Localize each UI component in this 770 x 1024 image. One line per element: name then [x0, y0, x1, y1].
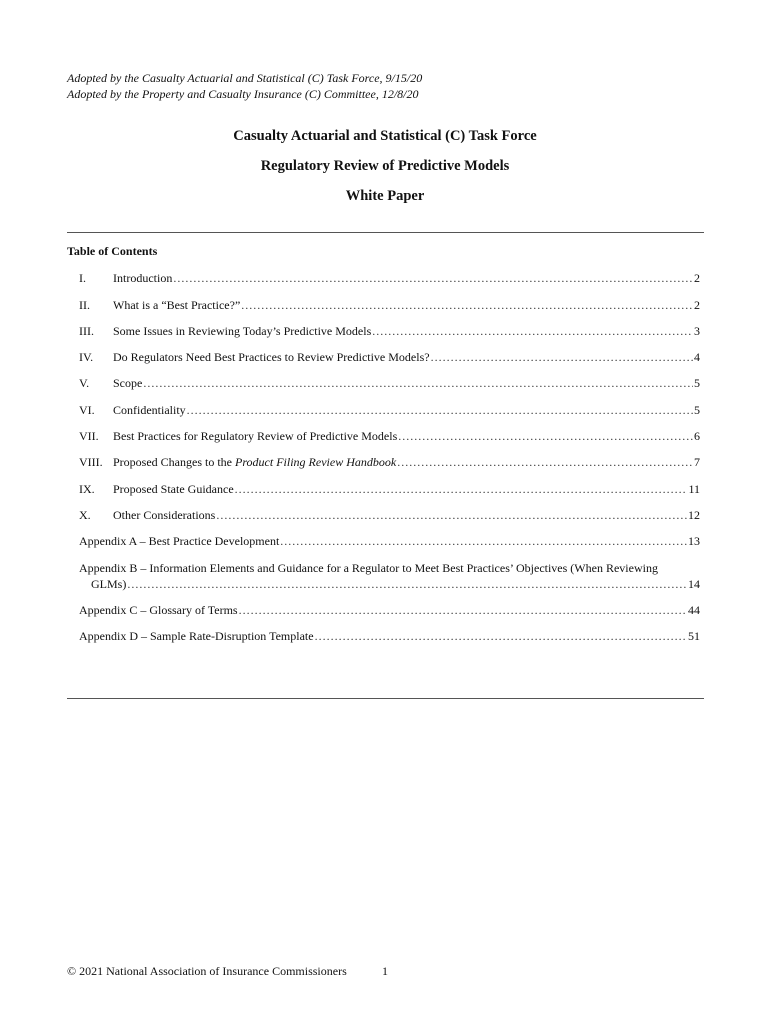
toc-entry-label: Some Issues in Reviewing Today’s Predictive Models: [113, 324, 372, 338]
toc-entry-number: III.: [79, 324, 94, 338]
dot-leader: [397, 454, 693, 470]
document-subtitle: Regulatory Review of Predictive Models: [260, 158, 510, 174]
toc-appendix-page: 51: [688, 629, 700, 643]
toc-appendix-a[interactable]: [79, 533, 700, 549]
toc-appendix-b[interactable]: [79, 560, 700, 592]
dot-leader: [239, 602, 687, 618]
toc-entry-do-regulators-need[interactable]: [79, 349, 700, 365]
toc-entry-number: I.: [79, 271, 86, 285]
toc-entry-label: Introduction: [113, 271, 173, 285]
toc-entry-number: X.: [79, 508, 91, 522]
toc-appendix-label-continued: GLMs): [91, 577, 127, 591]
toc-appendix-label: Appendix C – Glossary of Terms: [79, 603, 238, 617]
dot-leader: [143, 375, 693, 391]
handbook-title: Product Filing Review Handbook: [235, 455, 397, 469]
dot-leader: [127, 576, 687, 592]
toc-appendix-b-continuation: [79, 576, 700, 592]
toc-entry-proposed-changes[interactable]: [79, 454, 700, 470]
dot-leader: [315, 628, 687, 644]
dot-leader: [173, 270, 693, 286]
toc-entry-label: [113, 454, 396, 470]
toc-appendix-page: 13: [688, 534, 700, 548]
toc-entry-label-prefix: Proposed Changes to the: [113, 455, 235, 469]
toc-entry-page: 11: [688, 482, 700, 496]
toc-entry-best-practices-review[interactable]: [79, 428, 700, 444]
toc-entry-page: 7: [694, 455, 700, 469]
toc-entry-page: 5: [694, 376, 700, 390]
dot-leader: [372, 323, 693, 339]
toc-appendix-label: Appendix A – Best Practice Development: [79, 534, 280, 548]
toc-entry-page: 2: [694, 298, 700, 312]
dot-leader: [187, 402, 693, 418]
toc-entry-proposed-state-guidance[interactable]: [79, 481, 700, 497]
toc-entry-some-issues[interactable]: [79, 323, 700, 339]
dot-leader: [280, 533, 687, 549]
toc-entry-label: Do Regulators Need Best Practices to Review Predictive Models?: [113, 350, 430, 364]
page-footer: [67, 963, 388, 979]
copyright-notice: © 2021 National Association of Insurance Commissioners: [67, 964, 347, 978]
dot-leader: [431, 349, 693, 365]
toc-appendix-page: 44: [688, 603, 700, 617]
toc-entry-introduction[interactable]: [79, 270, 700, 286]
toc-entry-number: II.: [79, 298, 90, 312]
toc-entry-page: 3: [694, 324, 700, 338]
page-number: 1: [382, 964, 388, 978]
toc-entry-page: 2: [694, 271, 700, 285]
toc-appendix-label: Appendix B – Information Elements and Guidance for a Regulator to Meet Best Practices’ Objectives (When Reviewing: [79, 561, 658, 575]
toc-entry-number: V.: [79, 376, 90, 390]
toc-entry-number: VIII.: [79, 455, 103, 469]
toc-entry-page: 12: [688, 508, 700, 522]
toc-entry-confidentiality[interactable]: [79, 402, 700, 418]
dot-leader: [235, 481, 688, 497]
toc-entry-page: 5: [694, 403, 700, 417]
toc-appendix-page: 14: [688, 577, 700, 591]
toc-appendix-c[interactable]: [79, 602, 700, 618]
adoption-note-task-force: Adopted by the Casualty Actuarial and Statistical (C) Task Force, 9/15/20: [67, 71, 423, 85]
dot-leader: [241, 297, 693, 313]
toc-entry-number: IX.: [79, 482, 95, 496]
toc-appendix-d[interactable]: [79, 628, 700, 644]
toc-entry-page: 4: [694, 350, 700, 364]
toc-entry-number: IV.: [79, 350, 94, 364]
bottom-divider: [67, 698, 704, 699]
toc-appendix-label: Appendix D – Sample Rate-Disruption Template: [79, 629, 314, 643]
toc-entry-label: What is a “Best Practice?”: [113, 298, 241, 312]
toc-entry-scope[interactable]: [79, 375, 700, 391]
toc-entry-label: Scope: [113, 376, 143, 390]
toc-entry-best-practice[interactable]: [79, 297, 700, 313]
dot-leader: [398, 428, 693, 444]
adoption-note-committee: Adopted by the Property and Casualty Insurance (C) Committee, 12/8/20: [67, 87, 419, 101]
toc-entry-label: Confidentiality: [113, 403, 186, 417]
toc-entry-number: VII.: [79, 429, 99, 443]
dot-leader: [216, 507, 687, 523]
top-divider: [67, 232, 704, 233]
toc-entry-label: Best Practices for Regulatory Review of Predictive Models: [113, 429, 398, 443]
document-title: Casualty Actuarial and Statistical (C) Task Force: [233, 128, 537, 144]
toc-entry-other-considerations[interactable]: [79, 507, 700, 523]
toc-heading: Table of Contents: [67, 244, 158, 258]
toc-entry-number: VI.: [79, 403, 95, 417]
document-type: White Paper: [345, 188, 425, 204]
toc-entry-page: 6: [694, 429, 700, 443]
toc-entry-label: Other Considerations: [113, 508, 216, 522]
toc-entry-label: Proposed State Guidance: [113, 482, 234, 496]
